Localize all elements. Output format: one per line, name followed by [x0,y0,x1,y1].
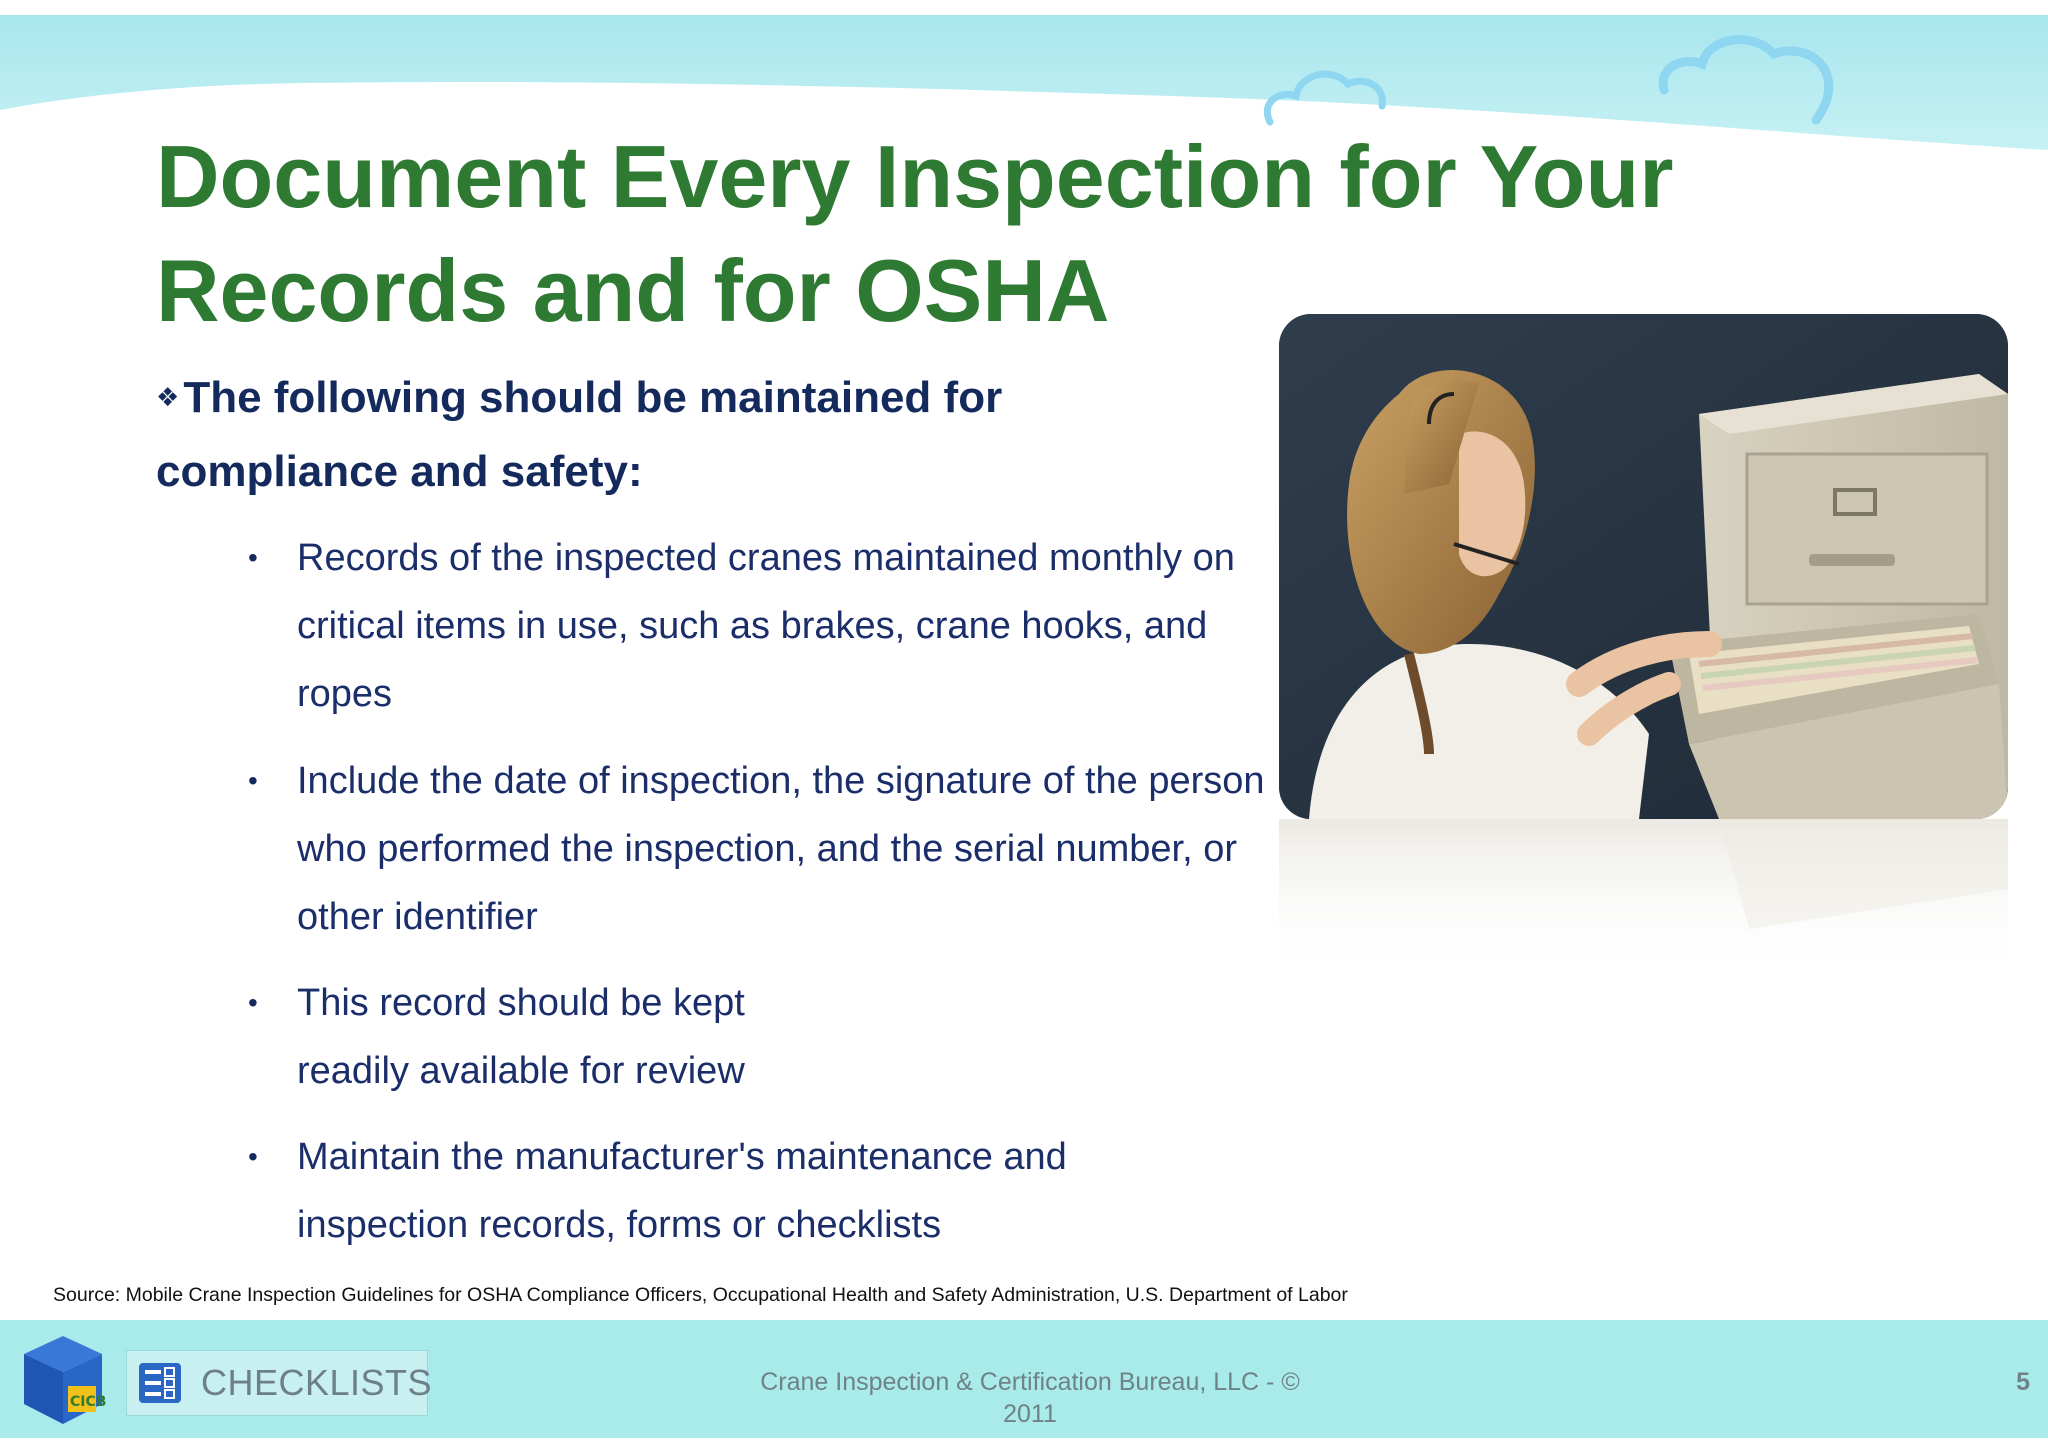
lead-text [156,360,1156,509]
filing-cabinet-photo [1279,314,2008,819]
bullet-dot-icon: • [248,1141,258,1172]
bullet-dot-icon: • [248,987,258,1018]
copyright-text [720,1366,1340,1430]
photo-illustration [1279,314,2008,819]
reflection-illustration [1279,819,2008,979]
footer-bottom-strip [0,1438,2048,1448]
copyright-line-2: 2011 [1003,1400,1057,1428]
page-number: 5 [2016,1368,2030,1396]
checklists-label: CHECKLISTS [201,1362,433,1403]
bullet-dot-icon: • [248,542,258,573]
bullet-text: Include the date of inspection, the signature of the person who performed the inspection, and the serial number, or other identifier [297,760,1265,938]
cloud-icon [1650,30,1850,130]
lead-label: The following should be maintained for compliance and safety: [156,373,1003,496]
photo-reflection [1279,819,2008,979]
bullet-dot-icon: • [248,765,258,796]
cicb-cube-logo [18,1330,108,1430]
bullet-text: This record should be kept readily available for review [297,982,745,1092]
bullet-text: Maintain the manufacturer's maintenance and inspection records, forms or checklists [297,1136,1067,1246]
checklists-logo [126,1350,433,1416]
bullet-text: Records of the inspected cranes maintained monthly on critical items in use, such as brakes, crane hooks, and ropes [297,537,1235,715]
diamond-bullet-icon: ❖ [156,382,180,412]
logo-letters: CICB [70,1394,107,1410]
copyright-line-1: Crane Inspection & Certification Bureau, LLC - © [760,1368,1300,1396]
checklist-icon [139,1363,181,1403]
source-citation: Source: Mobile Crane Inspection Guidelines for OSHA Compliance Officers, Occupational Health and Safety Administration, U.S. Department of Labor [53,1284,1348,1306]
top-strip [0,0,2048,15]
slide-title: Document Every Inspection for Your Records and for OSHA [156,127,1674,340]
